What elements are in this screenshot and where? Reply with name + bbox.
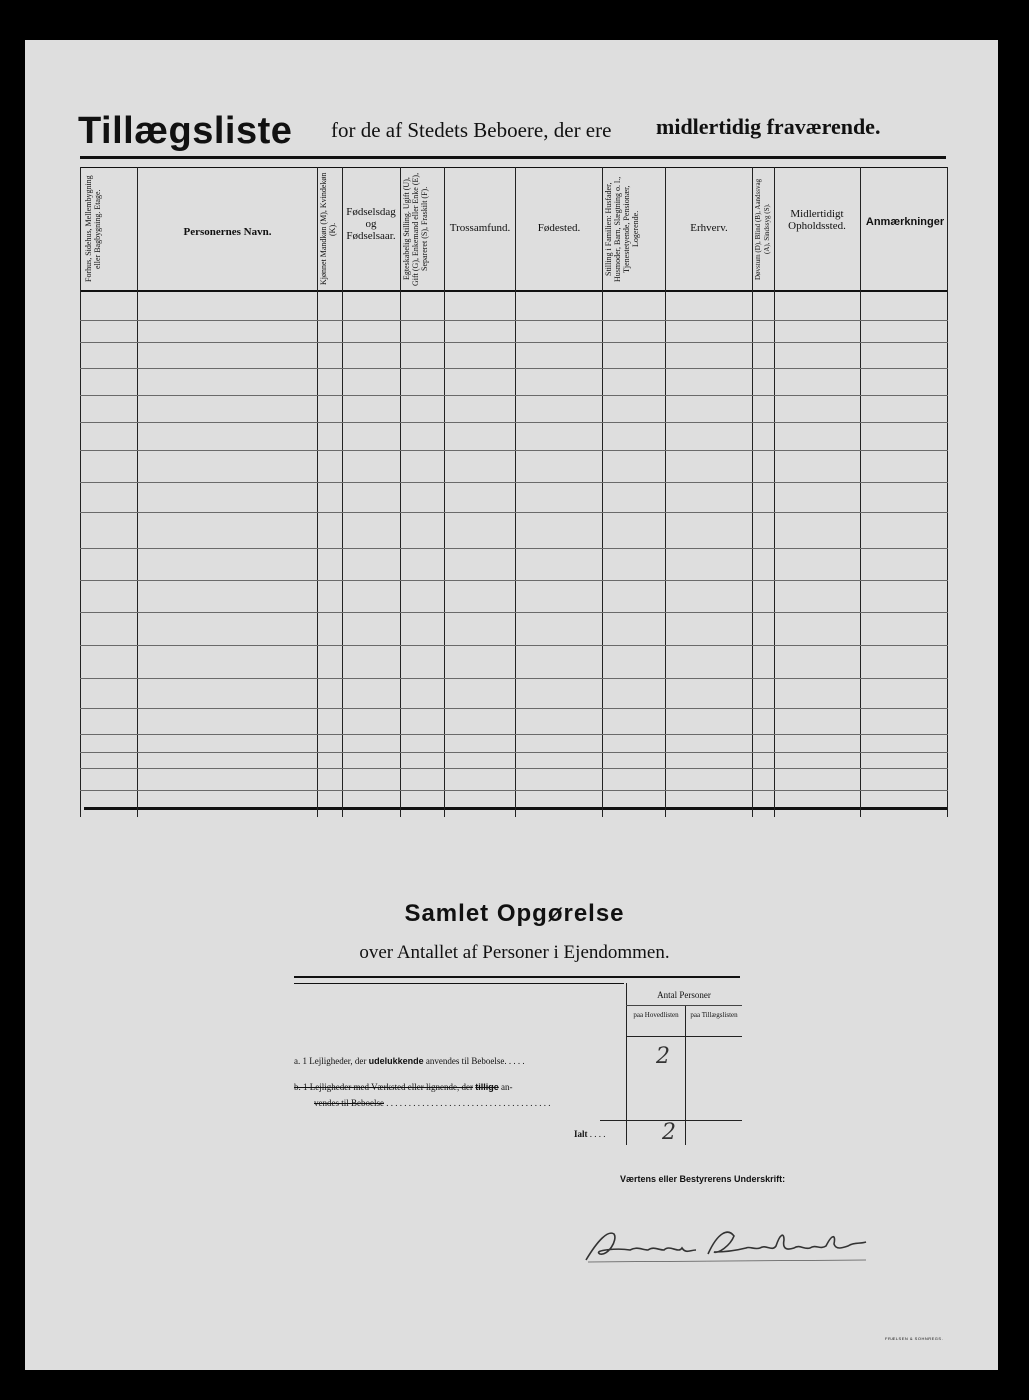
col-divider: [752, 167, 753, 817]
col-divider: [665, 167, 666, 817]
row-a-suffix: anvendes til Beboelse: [425, 1056, 505, 1066]
table-bottom-border: [84, 807, 948, 810]
table-row: [80, 612, 948, 613]
table-row: [80, 320, 948, 321]
row-a-prefix: a. 1 Lejligheder, der: [294, 1056, 367, 1066]
row-a-bold: udelukkende: [368, 1056, 424, 1066]
header-temp-residence: Midlertidigt Opholdssted.: [788, 208, 846, 232]
handwritten-signature: [578, 1220, 878, 1270]
header-disability: Døvstum (D), Blind (B), Aandssvag (A), Sindssyg (S).: [754, 178, 771, 280]
table-row: [80, 548, 948, 549]
table-row: [80, 368, 948, 369]
table-header-border: [80, 290, 948, 292]
summary-col-divider: [685, 1005, 686, 1145]
summary-rule-thin: [294, 983, 624, 984]
table-top-border: [80, 167, 948, 168]
header-names: Personernes Navn.: [183, 226, 272, 238]
col-divider: [342, 167, 343, 817]
header-marital: Egteskabelig Stilling. Ugift (U), Gift (G), Enkemand eller Enke (E), Separeret (S), Fraskilt (F).: [402, 172, 429, 286]
header-birthplace: Fødested.: [537, 222, 581, 234]
table-row: [80, 645, 948, 646]
summary-title: Samlet Opgørelse: [404, 900, 625, 927]
row-b-bold: tillige: [475, 1082, 499, 1092]
col-divider: [774, 167, 775, 817]
printer-mark: FRÆLSEN & SOHNREGS.: [885, 1336, 944, 1341]
ialt-label: Ialt . . . .: [574, 1129, 606, 1139]
col-divider: [444, 167, 445, 817]
summary-row-a: a. 1 Lejligheder, der udelukkende anvendes til Beboelse. . . . .: [294, 1056, 525, 1066]
summary-subtitle: over Antallet af Personer i Ejendommen.: [359, 942, 670, 963]
title-rule: [80, 156, 946, 159]
table-row: [80, 734, 948, 735]
table-row: [80, 450, 948, 451]
row-b-text: b. 1 Lejligheder med Værksted eller lignende, der: [294, 1082, 474, 1092]
table-row: [80, 422, 948, 423]
table-row: [80, 708, 948, 709]
table-row: [80, 752, 948, 753]
table-row: [80, 342, 948, 343]
signature-label: Værtens eller Bestyrerens Underskrift:: [620, 1174, 786, 1184]
col-divider: [860, 167, 861, 817]
table-row: [80, 580, 948, 581]
form-title: Tillægsliste: [78, 110, 293, 152]
header-birth: Fødselsdag og Fødselsaar.: [346, 206, 396, 242]
col-divider: [515, 167, 516, 817]
header-religion: Trossamfund.: [449, 222, 511, 234]
col-divider: [80, 167, 81, 817]
form-title-middle: for de af Stedets Beboere, der ere: [331, 118, 612, 142]
summary-row-b: [294, 1082, 513, 1092]
col-divider: [400, 167, 401, 817]
summary-header-rule: [626, 1036, 742, 1037]
col-divider: [602, 167, 603, 817]
table-row: [80, 512, 948, 513]
summary-rule: [294, 976, 740, 978]
summary-subheader-rule: [626, 1005, 742, 1006]
col-divider: [317, 167, 318, 817]
summary-row-b-line2: vendes til Beboelse . . . . . . . . . . . . . . . . . . . . . . . . . . . . . . . . . . . . .: [314, 1098, 551, 1108]
header-remarks: Anmærkninger: [865, 216, 945, 228]
header-gender: Kjønnet Mandkøn (M), Kvindekøn (K).: [319, 172, 337, 286]
row-b-suffix: an-: [501, 1082, 513, 1092]
header-family-position: Stilling i Familien: Husfader, Husmoder, Barn, Slægtning o. l., Tjenestetyende, Pensionær, Logerende.: [604, 176, 640, 282]
col-divider: [137, 167, 138, 817]
ialt-value: 2: [662, 1120, 676, 1145]
form-title-end: midlertidig fraværende.: [656, 114, 881, 139]
header-occupation: Erhverv.: [690, 222, 728, 234]
table-row: [80, 395, 948, 396]
col-divider: [947, 167, 948, 817]
row-a-value: 2: [656, 1044, 670, 1069]
table-row: [80, 768, 948, 769]
table-row: [80, 678, 948, 679]
tillaegslisten-header: paa Tillægslisten: [690, 1011, 738, 1019]
table-row: [80, 790, 948, 791]
census-form-page: [25, 40, 998, 1370]
antal-personer-header: Antal Personer: [657, 990, 711, 1000]
header-building: Forhus, Sidehus, Mellembygning eller Bagbygning. Etage.: [84, 175, 102, 283]
hovedlisten-header: paa Hovedlisten: [633, 1011, 679, 1019]
row-b-line2: vendes til Beboelse: [314, 1098, 384, 1108]
table-row: [80, 482, 948, 483]
